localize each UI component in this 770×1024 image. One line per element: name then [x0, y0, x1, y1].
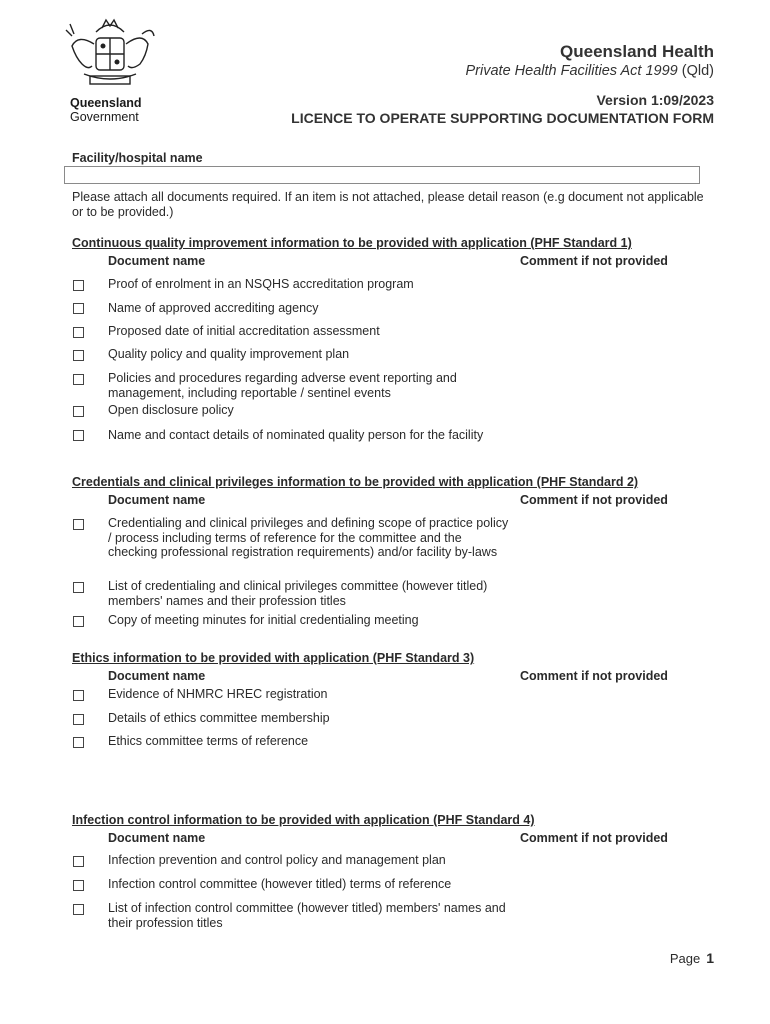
document-item: Quality policy and quality improvement plan: [108, 347, 350, 361]
column-header-document: Document name: [108, 493, 206, 507]
checkbox-ethics-2[interactable]: [73, 714, 84, 725]
checkbox-quality-1[interactable]: [73, 280, 84, 291]
facility-name-label: Facility/hospital name: [72, 151, 203, 165]
document-item: List of infection control committee (however titled) members' names and their profession titles: [108, 901, 506, 930]
checkbox-infection-1[interactable]: [73, 856, 84, 867]
checkbox-ethics-3[interactable]: [73, 737, 84, 748]
document-item: Name and contact details of nominated quality person for the facility: [108, 428, 484, 442]
document-item: Ethics committee terms of reference: [108, 734, 309, 748]
section-heading-infection: Infection control information to be provided with application (PHF Standard 4): [72, 813, 535, 827]
form-title: LICENCE TO OPERATE SUPPORTING DOCUMENTATION FORM: [291, 110, 714, 126]
form-version: Version 1:09/2023: [596, 92, 714, 108]
logo-line-1: Queensland: [70, 96, 142, 110]
section-heading-credentials: Credentials and clinical privileges information to be provided with application (PHF Standard 2): [72, 475, 639, 489]
document-item: Copy of meeting minutes for initial credentialing meeting: [108, 613, 419, 627]
checkbox-quality-4[interactable]: [73, 350, 84, 361]
checkbox-credentials-1[interactable]: [73, 519, 84, 530]
checkbox-credentials-2[interactable]: [73, 582, 84, 593]
document-item: Infection control committee (however titled) terms of reference: [108, 877, 452, 891]
checkbox-quality-5[interactable]: [73, 374, 84, 385]
document-item: Policies and procedures regarding adverse event reporting and management, including reportable / sentinel events: [108, 371, 457, 400]
column-header-comment: Comment if not provided: [520, 254, 668, 268]
page-label: Page: [669, 951, 701, 966]
document-item: Open disclosure policy: [108, 403, 234, 417]
checkbox-infection-2[interactable]: [73, 880, 84, 891]
document-item: List of credentialing and clinical privileges committee (however titled) members' names and their profession titles: [108, 579, 488, 608]
document-item: Proof of enrolment in an NSQHS accreditation program: [108, 277, 414, 291]
act-name: Private Health Facilities Act 1999: [465, 63, 678, 79]
page-number: 1: [706, 950, 714, 966]
document-item: Evidence of NHMRC HREC registration: [108, 687, 328, 701]
column-header-document: Document name: [108, 254, 206, 268]
instructions: Please attach all documents required. If an item is not attached, please detail reason (e.g document not applicable or to be provided.): [72, 190, 704, 219]
queensland-government-logo: [62, 14, 158, 124]
document-item: Details of ethics committee membership: [108, 711, 330, 725]
checkbox-infection-3[interactable]: [73, 904, 84, 915]
checkbox-credentials-3[interactable]: [73, 616, 84, 627]
logo-line-2: Government: [70, 110, 139, 124]
column-header-comment: Comment if not provided: [520, 831, 668, 845]
act-suffix: (Qld): [677, 63, 714, 79]
checkbox-quality-6[interactable]: [73, 406, 84, 417]
coat-of-arms-icon: [62, 14, 158, 96]
document-item: Credentialing and clinical privileges and defining scope of practice policy / process including terms of reference for the committee and the checking professional registration requirements) and/or facility by-laws: [108, 516, 509, 559]
document-item: Infection prevention and control policy and management plan: [108, 853, 446, 867]
page-footer: [670, 950, 714, 966]
act-reference: [466, 63, 714, 79]
column-header-document: Document name: [108, 831, 206, 845]
column-header-comment: Comment if not provided: [520, 493, 668, 507]
checkbox-quality-7[interactable]: [73, 430, 84, 441]
checkbox-quality-2[interactable]: [73, 303, 84, 314]
document-item: Name of approved accrediting agency: [108, 301, 319, 315]
column-header-document: Document name: [108, 669, 206, 683]
logo-wordmark: [70, 96, 142, 124]
checkbox-ethics-1[interactable]: [73, 690, 84, 701]
column-header-comment: Comment if not provided: [520, 669, 668, 683]
organisation-name: Queensland Health: [560, 42, 714, 61]
document-item: Proposed date of initial accreditation assessment: [108, 324, 380, 338]
section-heading-ethics: Ethics information to be provided with application (PHF Standard 3): [72, 651, 475, 665]
section-heading-quality: Continuous quality improvement information to be provided with application (PHF Standard 1): [72, 236, 632, 250]
checkbox-quality-3[interactable]: [73, 327, 84, 338]
facility-name-input[interactable]: [64, 166, 700, 184]
